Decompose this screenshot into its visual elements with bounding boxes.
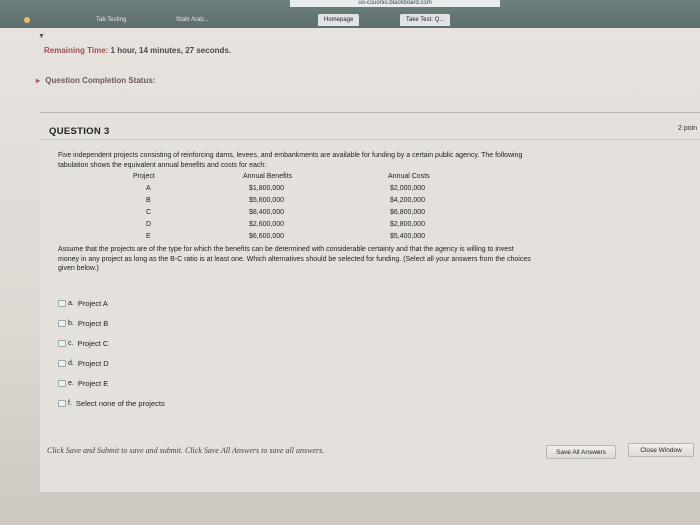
table-cell: E xyxy=(146,233,151,240)
save-all-answers-button[interactable]: Save All Answers xyxy=(546,445,616,459)
remaining-time xyxy=(44,46,231,55)
question-title: QUESTION 3 xyxy=(49,126,110,137)
table-cell: $4,200,000 xyxy=(390,197,426,204)
table-cell: A xyxy=(146,185,151,192)
question-body-line: given below.) xyxy=(58,265,99,272)
expand-bullet-icon: ▸ xyxy=(36,76,41,85)
choice-letter: d. xyxy=(68,359,74,367)
question-intro-line: tabulation shows the equivalent annual benefits and costs for each: xyxy=(58,161,267,169)
tab-take-test[interactable]: Take Test: Q... xyxy=(400,14,450,26)
table-header-costs: Annual Costs xyxy=(388,173,430,180)
choice-project-c[interactable] xyxy=(58,337,108,349)
question-body-line: Assume that the projects are of the type for which the benefits can be determined with considerable certainty and that the agency is willing to invest xyxy=(58,246,514,253)
table-cell: $2,600,000 xyxy=(249,221,285,228)
tab-homepage[interactable]: Homepage xyxy=(318,14,359,26)
table-cell: $6,800,000 xyxy=(390,209,426,216)
checkbox[interactable] xyxy=(58,340,66,347)
question-points: 2 poin xyxy=(678,125,698,132)
choice-project-b[interactable] xyxy=(58,317,108,329)
question-intro xyxy=(58,151,648,170)
tab-favicon-icon xyxy=(24,17,30,23)
timer-label: Remaining Time: xyxy=(44,46,109,55)
timer-value: 1 hour, 14 minutes, 27 seconds. xyxy=(110,46,232,55)
table-cell: D xyxy=(146,221,152,228)
choice-none[interactable] xyxy=(58,397,165,409)
table-cell: $1,800,000 xyxy=(249,185,285,192)
address-bar[interactable]: uo-csuonio.blackboard.com xyxy=(290,0,500,7)
checkbox[interactable] xyxy=(58,300,66,307)
choice-letter: e. xyxy=(68,379,74,387)
choice-label: Select none of the projects xyxy=(75,398,165,408)
choice-letter: f. xyxy=(68,399,72,407)
checkbox[interactable] xyxy=(58,320,66,327)
choice-letter: b. xyxy=(68,319,74,327)
choice-label: Project E xyxy=(77,378,109,388)
table-cell: $5,600,000 xyxy=(249,197,285,204)
table-header-project: Project xyxy=(133,173,155,180)
choice-letter: c. xyxy=(68,339,74,347)
choice-label: Project D xyxy=(77,358,109,368)
question-intro-line: Five independent projects consisting of reinforcing dams, levees, and embankments are available for funding by a certain public agency. The following xyxy=(58,152,523,159)
checkbox[interactable] xyxy=(58,360,66,367)
choice-label: Project C xyxy=(77,338,109,348)
table-cell: $5,400,000 xyxy=(390,233,426,240)
table-cell: B xyxy=(146,197,151,204)
completion-status[interactable] xyxy=(36,76,155,85)
submit-instructions: Click Save and Submit to save and submit. Click Save All Answers to save all answers. xyxy=(47,446,325,455)
checkbox[interactable] xyxy=(58,380,66,387)
bookmark-item[interactable]: Stallr Arab... xyxy=(176,17,209,23)
choice-project-a[interactable] xyxy=(58,297,108,309)
collapse-arrow-icon[interactable]: ▼ xyxy=(38,33,45,40)
table-cell: $8,400,000 xyxy=(249,209,285,216)
choice-label: Project A xyxy=(77,298,108,308)
checkbox[interactable] xyxy=(58,400,66,407)
question-header xyxy=(40,118,700,140)
completion-status-label: Question Completion Status: xyxy=(45,76,156,85)
table-cell: $6,600,000 xyxy=(249,233,285,240)
choice-project-d[interactable] xyxy=(58,357,109,369)
table-cell: C xyxy=(146,209,152,216)
table-cell: $2,000,000 xyxy=(390,185,426,192)
question-body xyxy=(58,245,653,274)
choice-label: Project B xyxy=(77,318,109,328)
choice-letter: a. xyxy=(68,299,74,307)
question-body-line: money in any project as long as the B-C ratio is at least one. Which alternatives should be selected for funding. (Select all your answers from the choices xyxy=(58,255,531,263)
bookmark-item[interactable]: Tab Testing xyxy=(96,17,127,23)
table-cell: $2,800,000 xyxy=(390,221,426,228)
table-header-benefits: Annual Benefits xyxy=(243,173,293,180)
choice-project-e[interactable] xyxy=(58,377,108,389)
close-window-button[interactable]: Close Window xyxy=(628,443,694,457)
